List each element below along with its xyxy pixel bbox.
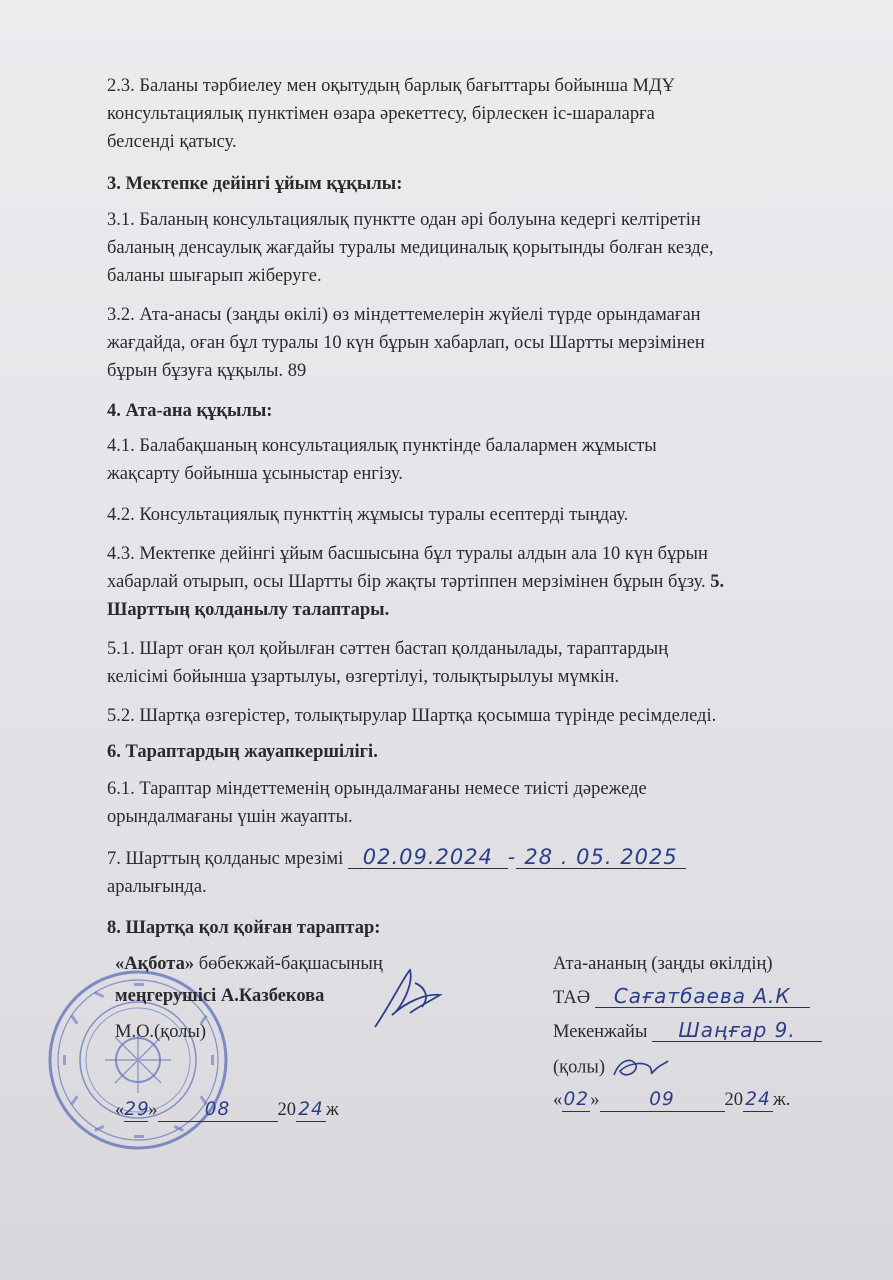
left-party-block [115, 951, 383, 1123]
left-org-line [115, 951, 383, 977]
clause-line: 3.2. Ата-анасы (заңды өкілі) өз міндеттемелерін жүйелі түрде орындамаған [107, 305, 701, 325]
clause-5-2: 5.2. Шартқа өзгерістер, толықтырулар Шартқа қосымша түрінде ресімделеді. [107, 706, 717, 726]
clause-line: баланы шығарып жіберуге. [107, 266, 322, 286]
date-year-prefix: 20 [724, 1090, 743, 1110]
section-5-number: 5. [705, 572, 725, 592]
section-5-heading: Шарттың қолданылу талаптары. [107, 600, 390, 620]
date-month: 08 [158, 1099, 278, 1122]
date-open: « [115, 1100, 125, 1120]
clause-line: баланың денсаулық жағдайы туралы медициналық қорытынды болған кезде, [107, 238, 714, 258]
address-label: Мекенжайы [553, 1022, 648, 1042]
date-month: 09 [600, 1089, 725, 1112]
sign-label: (қолы) [553, 1057, 605, 1078]
term-label: 7. Шарттың қолданыс мрезімі [107, 849, 344, 869]
clause-line: 4.1. Балабақшаның консультациялық пунктінде балалармен жұмысты [107, 436, 657, 456]
clause-line: 5.1. Шарт оған қол қойылған сәттен бастап қолданылады, тараптардың [107, 639, 669, 659]
clause-line: 4.3. Мектепке дейінгі ұйым басшысына бұл туралы алдын ала 10 күн бұрын [107, 544, 708, 564]
date-year-suffix: 24 [296, 1099, 326, 1122]
date-year-end: ж [326, 1100, 339, 1120]
date-mid: » [590, 1090, 600, 1110]
term-date-from: 02.09.2024 [348, 846, 508, 869]
clause-line: келісімі бойынша ұзартылуы, өзгертілуі, толықтырылуы мүмкін. [107, 667, 620, 687]
signature-right-icon [610, 1053, 670, 1083]
right-title: Ата-ананың (заңды өкілдің) [553, 954, 773, 974]
clause-line: 2.3. Баланы тәрбиелеу мен оқытудың барлық бағыттары бойынша МДҰ [107, 76, 675, 96]
clause-line: 3.1. Баланың консультациялық пунктте одан әрі болуына кедергі келтіретін [107, 210, 701, 230]
right-party-block [553, 951, 822, 1113]
term-date-separator: - [507, 845, 517, 869]
name-value: Сағатбаева А.К [595, 985, 810, 1008]
clause-7-line [107, 843, 867, 873]
clause-5-1 [107, 635, 867, 691]
clause-4-2: 4.2. Консультациялық пункттің жұмысы туралы есептерді тыңдау. [107, 505, 629, 525]
clause-3-1 [107, 206, 867, 290]
clause-line: 6.1. Тараптар міндеттеменің орындалмағаны немесе тиісті дәрежеде [107, 779, 647, 799]
org-type: бөбекжай-бақшасының [194, 954, 383, 974]
clause-7 [107, 843, 867, 901]
clause-line: бұрын бұзуға құқылы. 89 [107, 361, 307, 381]
clause-line: жағдайда, оған бұл туралы 10 күн бұрын хабарлап, осы Шартты мерзімінен [107, 333, 705, 353]
clause-6-1 [107, 775, 867, 831]
clause-line: консультациялық пунктімен өзара әрекеттесу, бірлескен іс-шараларға [107, 104, 655, 124]
left-date-line [115, 1097, 383, 1123]
term-suffix: аралығында. [107, 877, 207, 897]
date-year-end: ж. [773, 1090, 791, 1110]
section-8-heading: 8. Шартқа қол қойған тараптар: [107, 918, 381, 938]
date-day: 02 [563, 1089, 590, 1110]
date-year-prefix: 20 [277, 1100, 296, 1120]
clause-4-1 [107, 432, 867, 488]
section-4-heading: 4. Ата-ана құқылы: [107, 401, 273, 421]
clause-line [107, 568, 867, 596]
clause-3-2 [107, 301, 867, 385]
right-name-line [553, 985, 822, 1011]
date-day: 29 [124, 1099, 150, 1120]
org-name: «Ақбота» [115, 954, 195, 974]
clause-line: жақсарту бойынша ұсыныстар енгізу. [107, 464, 403, 484]
left-head-name: меңгерушісі А.Казбекова [115, 986, 325, 1006]
section-6-heading: 6. Тараптардың жауапкершілігі. [107, 742, 378, 762]
address-value: Шаңғар 9. [652, 1019, 822, 1042]
date-year-suffix: 24 [743, 1089, 773, 1112]
date-mid: » [148, 1100, 158, 1120]
term-date-to: 28 . 05. 2025 [516, 846, 686, 869]
clause-text: хабарлай отырып, осы Шартты бір жақты тәртіппен мерзімінен бұрын бұзу. [107, 572, 706, 592]
clause-2-3 [107, 72, 867, 156]
left-mo-label: М.О.(қолы) [115, 1022, 207, 1042]
right-date-line [553, 1087, 822, 1113]
name-label: ТАӘ [553, 988, 591, 1008]
clause-4-3 [107, 540, 867, 624]
right-sign-line [553, 1053, 822, 1083]
section-3-heading: 3. Мектепке дейінгі ұйым құқылы: [107, 174, 403, 194]
right-address-line [553, 1019, 822, 1045]
clause-line: белсенді қатысу. [107, 132, 237, 152]
date-open: « [553, 1090, 563, 1110]
clause-line: орындалмағаны үшін жауапты. [107, 807, 353, 827]
